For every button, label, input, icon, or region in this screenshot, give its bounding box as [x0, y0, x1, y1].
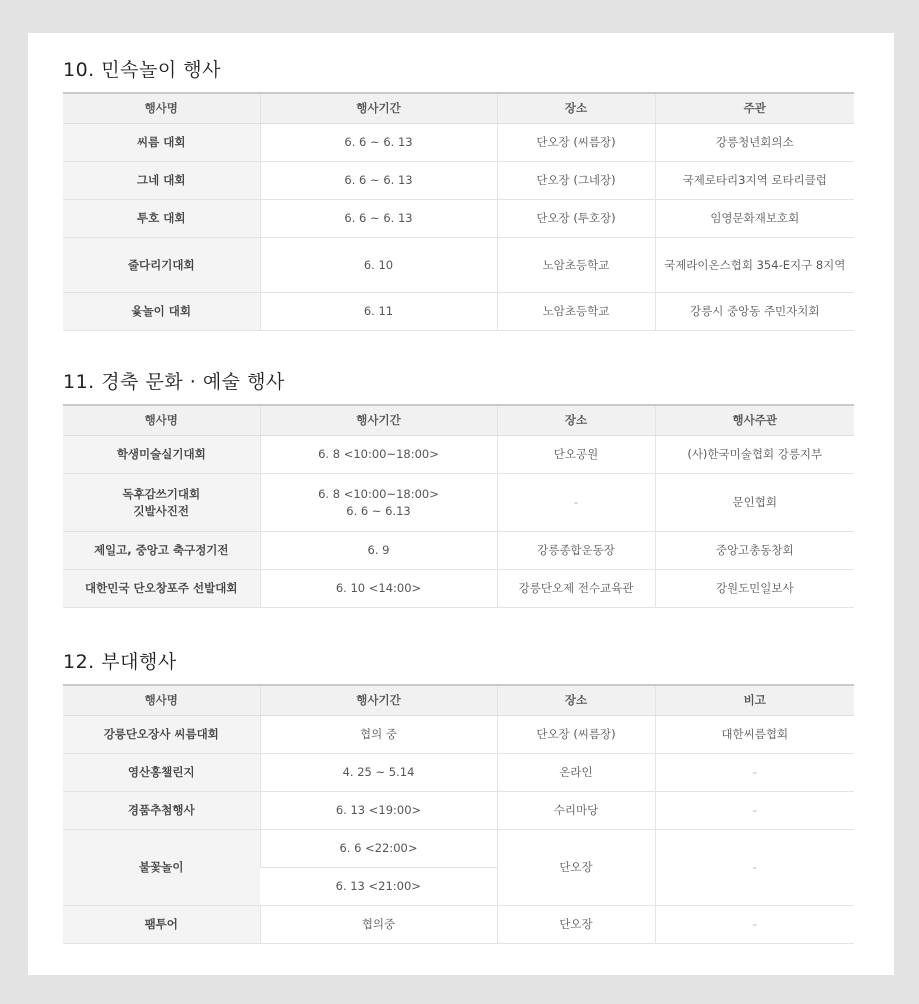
- content-card: [28, 33, 894, 975]
- event-period: [260, 474, 497, 532]
- table-row: [63, 570, 854, 608]
- table-row: [63, 293, 854, 331]
- table-header-row: [63, 685, 854, 716]
- event-venue: -: [497, 474, 655, 532]
- event-venue: 단오장: [497, 906, 655, 944]
- event-period: 6. 6 ~ 6. 13: [260, 200, 497, 238]
- table-row: [63, 906, 854, 944]
- event-name: 제일고, 중앙고 축구정기전: [63, 532, 260, 570]
- event-name: [63, 474, 260, 532]
- event-period: 6. 6 <22:00>: [260, 830, 497, 868]
- column-header: 행사명: [63, 685, 260, 716]
- section-title: 10. 민속놀이 행사: [63, 59, 221, 81]
- event-venue: 강릉단오제 전수교육관: [497, 570, 655, 608]
- section-culture-arts: [63, 367, 854, 608]
- table-row: [63, 754, 854, 792]
- event-period-line: 6. 6 ~ 6.13: [346, 503, 411, 518]
- event-period: 6. 10: [260, 238, 497, 293]
- table-row: [63, 716, 854, 754]
- event-period: 6. 11: [260, 293, 497, 331]
- event-period-line: 6. 8 <10:00~18:00>: [318, 486, 439, 501]
- event-organizer: 강릉시 중앙동 주민자치회: [655, 293, 854, 331]
- table-row: [63, 200, 854, 238]
- table-header-row: [63, 405, 854, 436]
- event-period: 6. 8 <10:00~18:00>: [260, 436, 497, 474]
- column-header: 장소: [497, 93, 655, 124]
- event-name: 불꽃놀이: [63, 830, 260, 906]
- event-period: 6. 13 <21:00>: [260, 868, 497, 906]
- event-name-line: 독후감쓰기대회: [122, 486, 201, 501]
- event-name: 윷놀이 대회: [63, 293, 260, 331]
- event-note: -: [655, 830, 854, 906]
- event-organizer: 국제라이온스협회 354-E지구 8지역: [655, 238, 854, 293]
- event-venue: 온라인: [497, 754, 655, 792]
- section-title: 11. 경축 문화 · 예술 행사: [63, 371, 285, 393]
- event-note: -: [655, 792, 854, 830]
- event-name: 팸투어: [63, 906, 260, 944]
- event-name: 줄다리기대회: [63, 238, 260, 293]
- event-organizer: 강릉청년회의소: [655, 124, 854, 162]
- event-venue: 단오장 (그네장): [497, 162, 655, 200]
- event-period: 6. 10 <14:00>: [260, 570, 497, 608]
- event-period: 협의중: [260, 906, 497, 944]
- folk-games-table: [63, 92, 854, 331]
- event-organizer: 국제로타리3지역 로타리클럽: [655, 162, 854, 200]
- event-venue: 단오장: [497, 830, 655, 906]
- table-row: [63, 436, 854, 474]
- event-name: 대한민국 단오창포주 선발대회: [63, 570, 260, 608]
- section-folk-games: [63, 55, 854, 331]
- event-name: 씨름 대회: [63, 124, 260, 162]
- event-note: -: [655, 754, 854, 792]
- table-row: [63, 830, 854, 868]
- column-header: 행사기간: [260, 685, 497, 716]
- event-venue: 노암초등학교: [497, 293, 655, 331]
- column-header: 행사기간: [260, 405, 497, 436]
- event-name: 그네 대회: [63, 162, 260, 200]
- event-note: -: [655, 906, 854, 944]
- event-name: 강릉단오장사 씨름대회: [63, 716, 260, 754]
- column-header: 장소: [497, 685, 655, 716]
- event-name: 경품추첨행사: [63, 792, 260, 830]
- event-venue: 노암초등학교: [497, 238, 655, 293]
- event-venue: 강릉종합운동장: [497, 532, 655, 570]
- table-row: [63, 238, 854, 293]
- column-header: 행사명: [63, 93, 260, 124]
- column-header: 주관: [655, 93, 854, 124]
- event-period: 4. 25 ~ 5.14: [260, 754, 497, 792]
- table-row: [63, 792, 854, 830]
- event-name: 영산홍챌린지: [63, 754, 260, 792]
- event-venue: 단오장 (씨름장): [497, 124, 655, 162]
- column-header: 행사명: [63, 405, 260, 436]
- event-venue: 단오장 (투호장): [497, 200, 655, 238]
- event-organizer: 중앙고총동창회: [655, 532, 854, 570]
- event-note: 대한씨름협회: [655, 716, 854, 754]
- table-header-row: [63, 93, 854, 124]
- event-name-line: 깃발사진전: [133, 503, 190, 518]
- event-organizer: 강원도민일보사: [655, 570, 854, 608]
- event-period: 6. 13 <19:00>: [260, 792, 497, 830]
- event-period: 협의 중: [260, 716, 497, 754]
- event-venue: 수리마당: [497, 792, 655, 830]
- event-period: 6. 9: [260, 532, 497, 570]
- section-title: 12. 부대행사: [63, 651, 177, 673]
- event-venue: 단오공원: [497, 436, 655, 474]
- culture-arts-table: [63, 404, 854, 608]
- column-header: 장소: [497, 405, 655, 436]
- column-header: 비고: [655, 685, 854, 716]
- event-name: 투호 대회: [63, 200, 260, 238]
- event-organizer: (사)한국미술협회 강릉지부: [655, 436, 854, 474]
- table-row: [63, 162, 854, 200]
- table-row: [63, 124, 854, 162]
- event-venue: 단오장 (씨름장): [497, 716, 655, 754]
- side-events-table: [63, 684, 854, 944]
- event-name: 학생미술실기대회: [63, 436, 260, 474]
- event-period: 6. 6 ~ 6. 13: [260, 124, 497, 162]
- table-row: [63, 532, 854, 570]
- table-row: [63, 474, 854, 532]
- column-header: 행사기간: [260, 93, 497, 124]
- event-organizer: 임영문화재보호회: [655, 200, 854, 238]
- column-header: 행사주관: [655, 405, 854, 436]
- event-period: 6. 6 ~ 6. 13: [260, 162, 497, 200]
- section-side-events: [63, 647, 854, 944]
- event-organizer: 문인협회: [655, 474, 854, 532]
